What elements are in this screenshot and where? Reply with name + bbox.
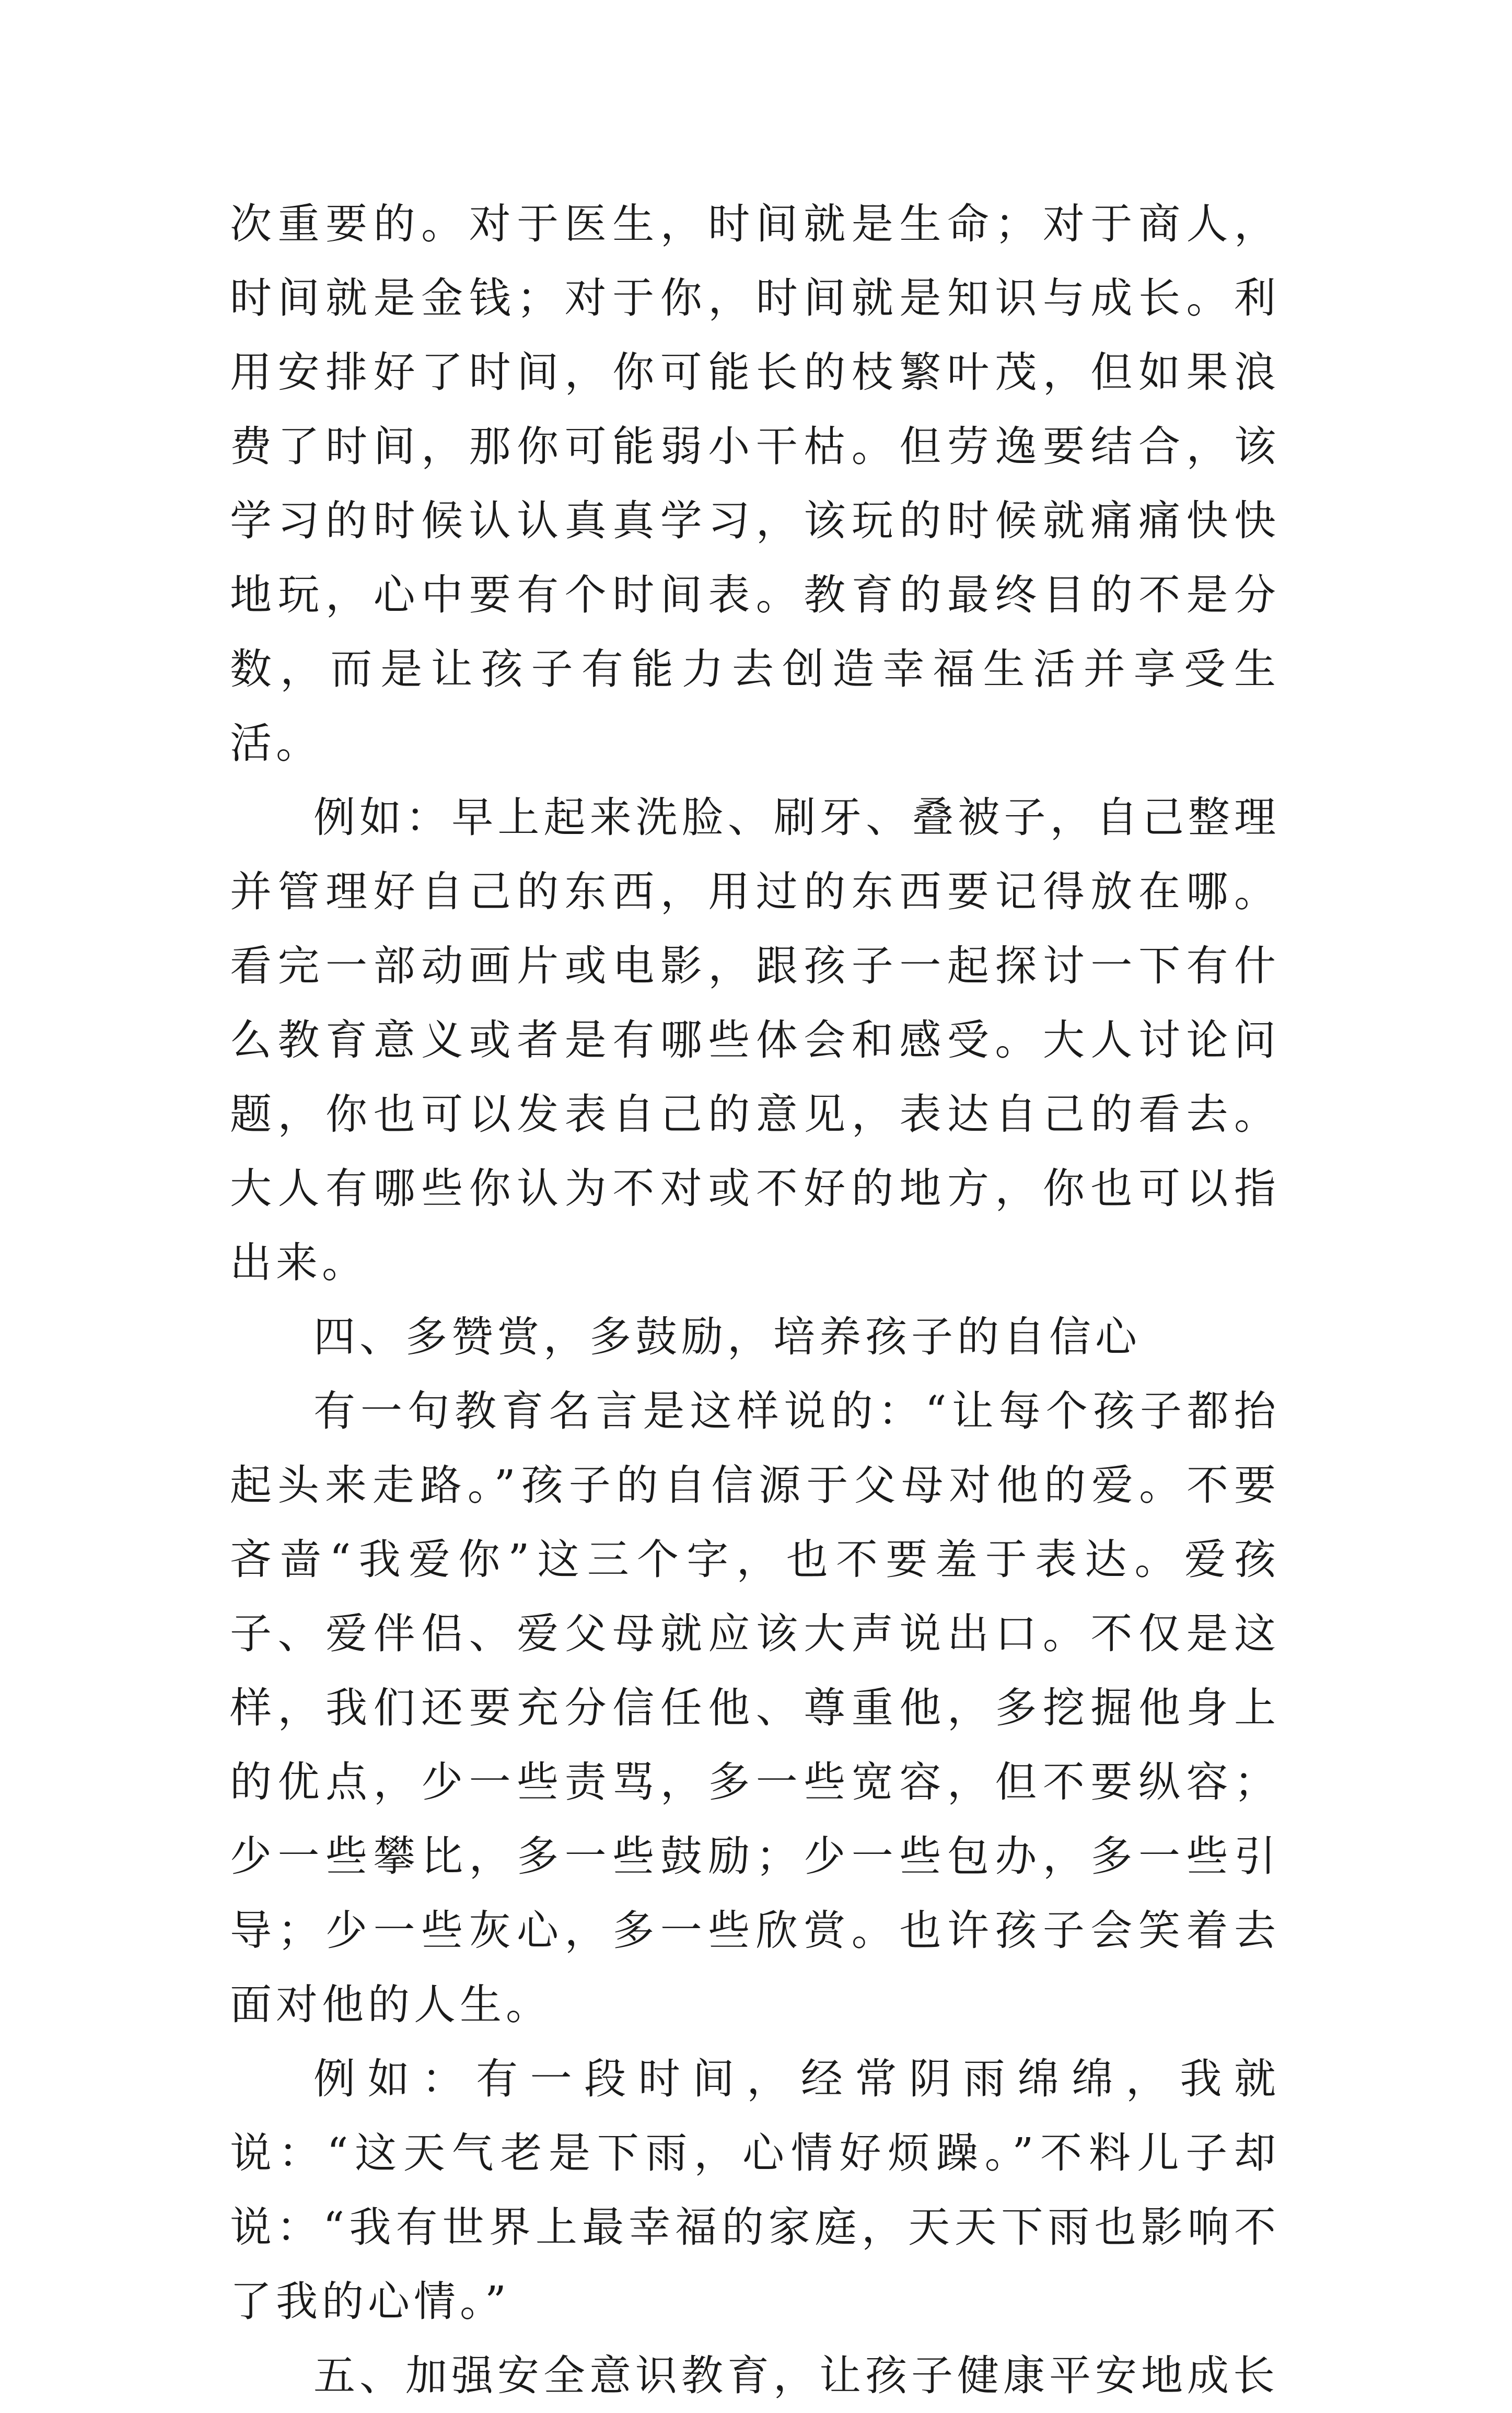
paragraph-continued: 次重要的。对于医生，时间就是生命；对于商人，时间就是金钱；对于你，时间就是知识与成长。利用安排好了时间，你可能长的枝繁叶茂，但如果浪费了时间，那你可能弱小干枯。但劳逸要结合，该学习的时候认认真真学习，该玩的时候就痛痛快快地玩，心中要有个时间表。教育的最终目的不是分数，而是让孩子有能力去创造幸福生活并享受生活。: [230, 200, 1280, 768]
paragraph-example-daily-routine: 例如：早上起来洗脸、刷牙、叠被子，自己整理并管理好自己的东西，用过的东西要记得放在哪。看完一部动画片或电影，跟孩子一起探讨一下有什么教育意义或者是有哪些体会和感受。大人讨论问题，你也可以发表自己的意见，表达自己的看去。大人有哪些你认为不对或不好的地方，你也可以指出来。: [230, 793, 1280, 1287]
section-heading-four: 四、多赞赏，多鼓励，培养孩子的自信心: [313, 1313, 1141, 1361]
paragraph-confidence: 有一句教育名言是这样说的：“让每个孩子都抬起头来走路。”孩子的自信源于父母对他的爱。不要吝啬“我爱你”这三个字，也不要羞于表达。爱孩子、爱伴侣、爱父母就应该大声说出口。不仅是这样，我们还要充分信任他、尊重他，多挖掘他身上的优点，少一些责骂，多一些宽容，但不要纵容；少一些攀比，多一些鼓励；少一些包办，多一些引导；少一些灰心，多一些欣赏。也许孩子会笑着去面对他的人生。: [230, 1387, 1280, 2029]
document-body: [230, 187, 1280, 2413]
paragraph-example-rain: 例如：有一段时间，经常阴雨绵绵，我就说：“这天气老是下雨，心情好烦躁。”不料儿子却说：“我有世界上最幸福的家庭，天天下雨也影响不了我的心情。”: [230, 2055, 1280, 2326]
section-heading-five: 五、加强安全意识教育，让孩子健康平安地成长: [313, 2351, 1279, 2400]
